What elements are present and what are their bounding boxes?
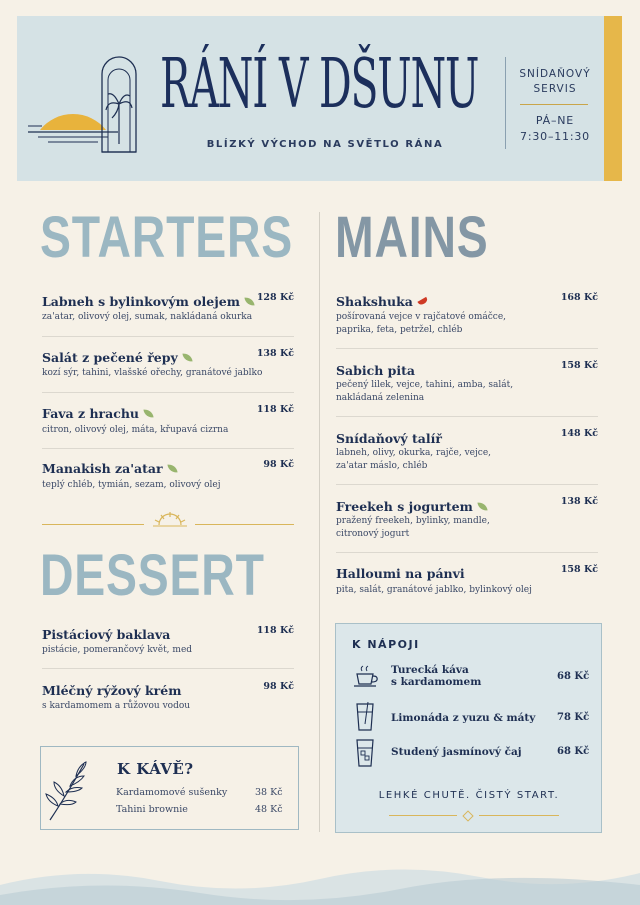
drink-price: 68 Kč [557,746,590,757]
item-name: Mléčný rýžový krém [42,683,182,698]
item-name: Freekeh s jogurtem [336,499,473,514]
item-description [336,379,513,405]
item-description: s kardamomem a růžovou vodou [42,701,191,711]
item-price: 118 Kč [256,625,294,636]
separator [336,416,598,417]
item-description-line: paprika, feta, petržel, chléb [336,325,463,335]
ornament-line-right [479,815,559,816]
glass-icon [354,702,376,732]
separator [336,484,598,485]
item-price: 118 Kč [256,404,294,415]
item-description: kozí sýr, tahini, vlašské ořechy, granátové jablko [42,368,263,378]
drinks-footer: LEHKÉ CHUTĚ. ČISTÝ START. [378,790,560,801]
menu-item [336,496,487,515]
menu-item [336,291,428,310]
leaf-icon [477,501,487,511]
separator [42,336,294,337]
menu-item [336,428,442,447]
leaf-icon [143,408,153,418]
separator [42,392,294,393]
item-description: pistácie, pomerančový květ, med [42,645,193,655]
item-price: 98 Kč [263,459,294,470]
item-name: Sabich pita [336,363,416,378]
separator [42,448,294,449]
item-name: Pistáciový baklava [42,627,171,642]
item-description: pita, salát, granátové jablko, bylinkový olej [336,585,532,595]
mains-heading: MAINS [335,205,489,270]
leaf-icon [182,352,192,362]
drink-price: 68 Kč [557,671,590,682]
chili-icon [417,297,428,306]
menu-item [42,680,181,699]
item-description [336,311,506,337]
drink-name: Limonáda z yuzu & máty [391,712,536,724]
opening-days: PÁ–NE [535,114,575,127]
separator [336,552,598,553]
item-description [336,447,491,473]
drink-price: 78 Kč [557,712,590,723]
coffee-item-name: Kardamomové sušenky [116,787,228,798]
coffee-item-name: Tahini brownie [116,804,188,815]
leaf-branch-icon [44,758,90,824]
ornament-line-right [195,524,294,525]
item-description-line: pošírovaná vejce v rajčatové omáčce, [336,312,507,322]
coffee-item-price: 38 Kč [255,787,283,798]
item-description-line: pražený freekeh, bylinky, mandle, [336,516,490,526]
restaurant-subtitle: BLÍZKÝ VÝCHOD NA SVĚTLO RÁNA [206,139,444,150]
item-price: 128 Kč [256,292,294,303]
item-price: 138 Kč [560,496,598,507]
separator [42,668,294,669]
service-gold-line [520,104,588,105]
separator [336,348,598,349]
sunrise-arch-logo-icon [28,52,143,162]
menu-item [42,347,192,366]
coffee-cup-icon [352,664,380,690]
drink-name [391,664,481,688]
drink-name: Studený jasmínový čaj [391,746,522,758]
item-price: 158 Kč [560,360,598,371]
item-description-line: za'atar máslo, chléb [336,461,428,471]
menu-item [42,403,153,422]
iced-glass-icon [354,738,376,768]
menu-item [42,291,254,310]
gold-accent-strip [604,16,622,181]
header-divider [505,57,506,149]
menu-item [42,624,170,643]
item-description-line: labneh, olivy, okurka, rajče, vejce, [336,448,492,458]
coffee-box-heading: K KÁVĚ? [117,760,194,778]
item-price: 168 Kč [560,292,598,303]
dessert-heading: DESSERT [40,543,265,608]
menu-item [42,458,177,477]
item-name: Salát z pečené řepy [42,350,178,365]
drink-name-line: Turecká káva [391,664,469,676]
menu-item [336,563,465,582]
ornament-line-left [42,524,144,525]
service-line-1: SNÍDAŇOVÝ [519,68,591,80]
leaf-icon [167,463,177,473]
item-description: za'atar, olivový olej, sumak, nakládaná okurka [42,312,253,322]
item-name: Labneh s bylinkovým olejem [42,294,240,309]
item-name: Halloumi na pánvi [336,566,465,581]
item-name: Snídaňový talíř [336,431,442,446]
item-name: Shakshuka [336,294,413,309]
opening-hours [510,113,600,145]
item-name: Manakish za'atar [42,461,163,476]
sun-ornament-icon [153,512,187,528]
column-divider [319,212,320,832]
drink-name-line: s kardamomem [391,676,482,688]
ornament-line-left [389,815,457,816]
item-price: 148 Kč [560,428,598,439]
item-description-line: citronový jogurt [336,529,410,539]
service-line-2: SERVIS [533,83,577,95]
item-description [336,515,490,541]
service-label [510,67,600,97]
item-name: Fava z hrachu [42,406,140,421]
item-description-line: nakládaná zelenina [336,393,425,403]
item-description: teplý chléb, tymián, sezam, olivový olej [42,480,221,490]
item-price: 158 Kč [560,564,598,575]
restaurant-title: RÁNÍ V DŠUNU [160,45,479,124]
item-price: 138 Kč [256,348,294,359]
item-price: 98 Kč [263,681,294,692]
coffee-item-price: 48 Kč [255,804,283,815]
starters-heading: STARTERS [40,205,294,270]
item-description-line: pečený lilek, vejce, tahini, amba, salát, [336,380,514,390]
item-description: citron, olivový olej, máta, křupavá cizrna [42,425,229,435]
opening-time: 7:30–11:30 [520,130,590,143]
drinks-heading: K NÁPOJI [352,638,420,651]
menu-item [336,360,415,379]
watercolor-wave-decoration [0,855,640,905]
